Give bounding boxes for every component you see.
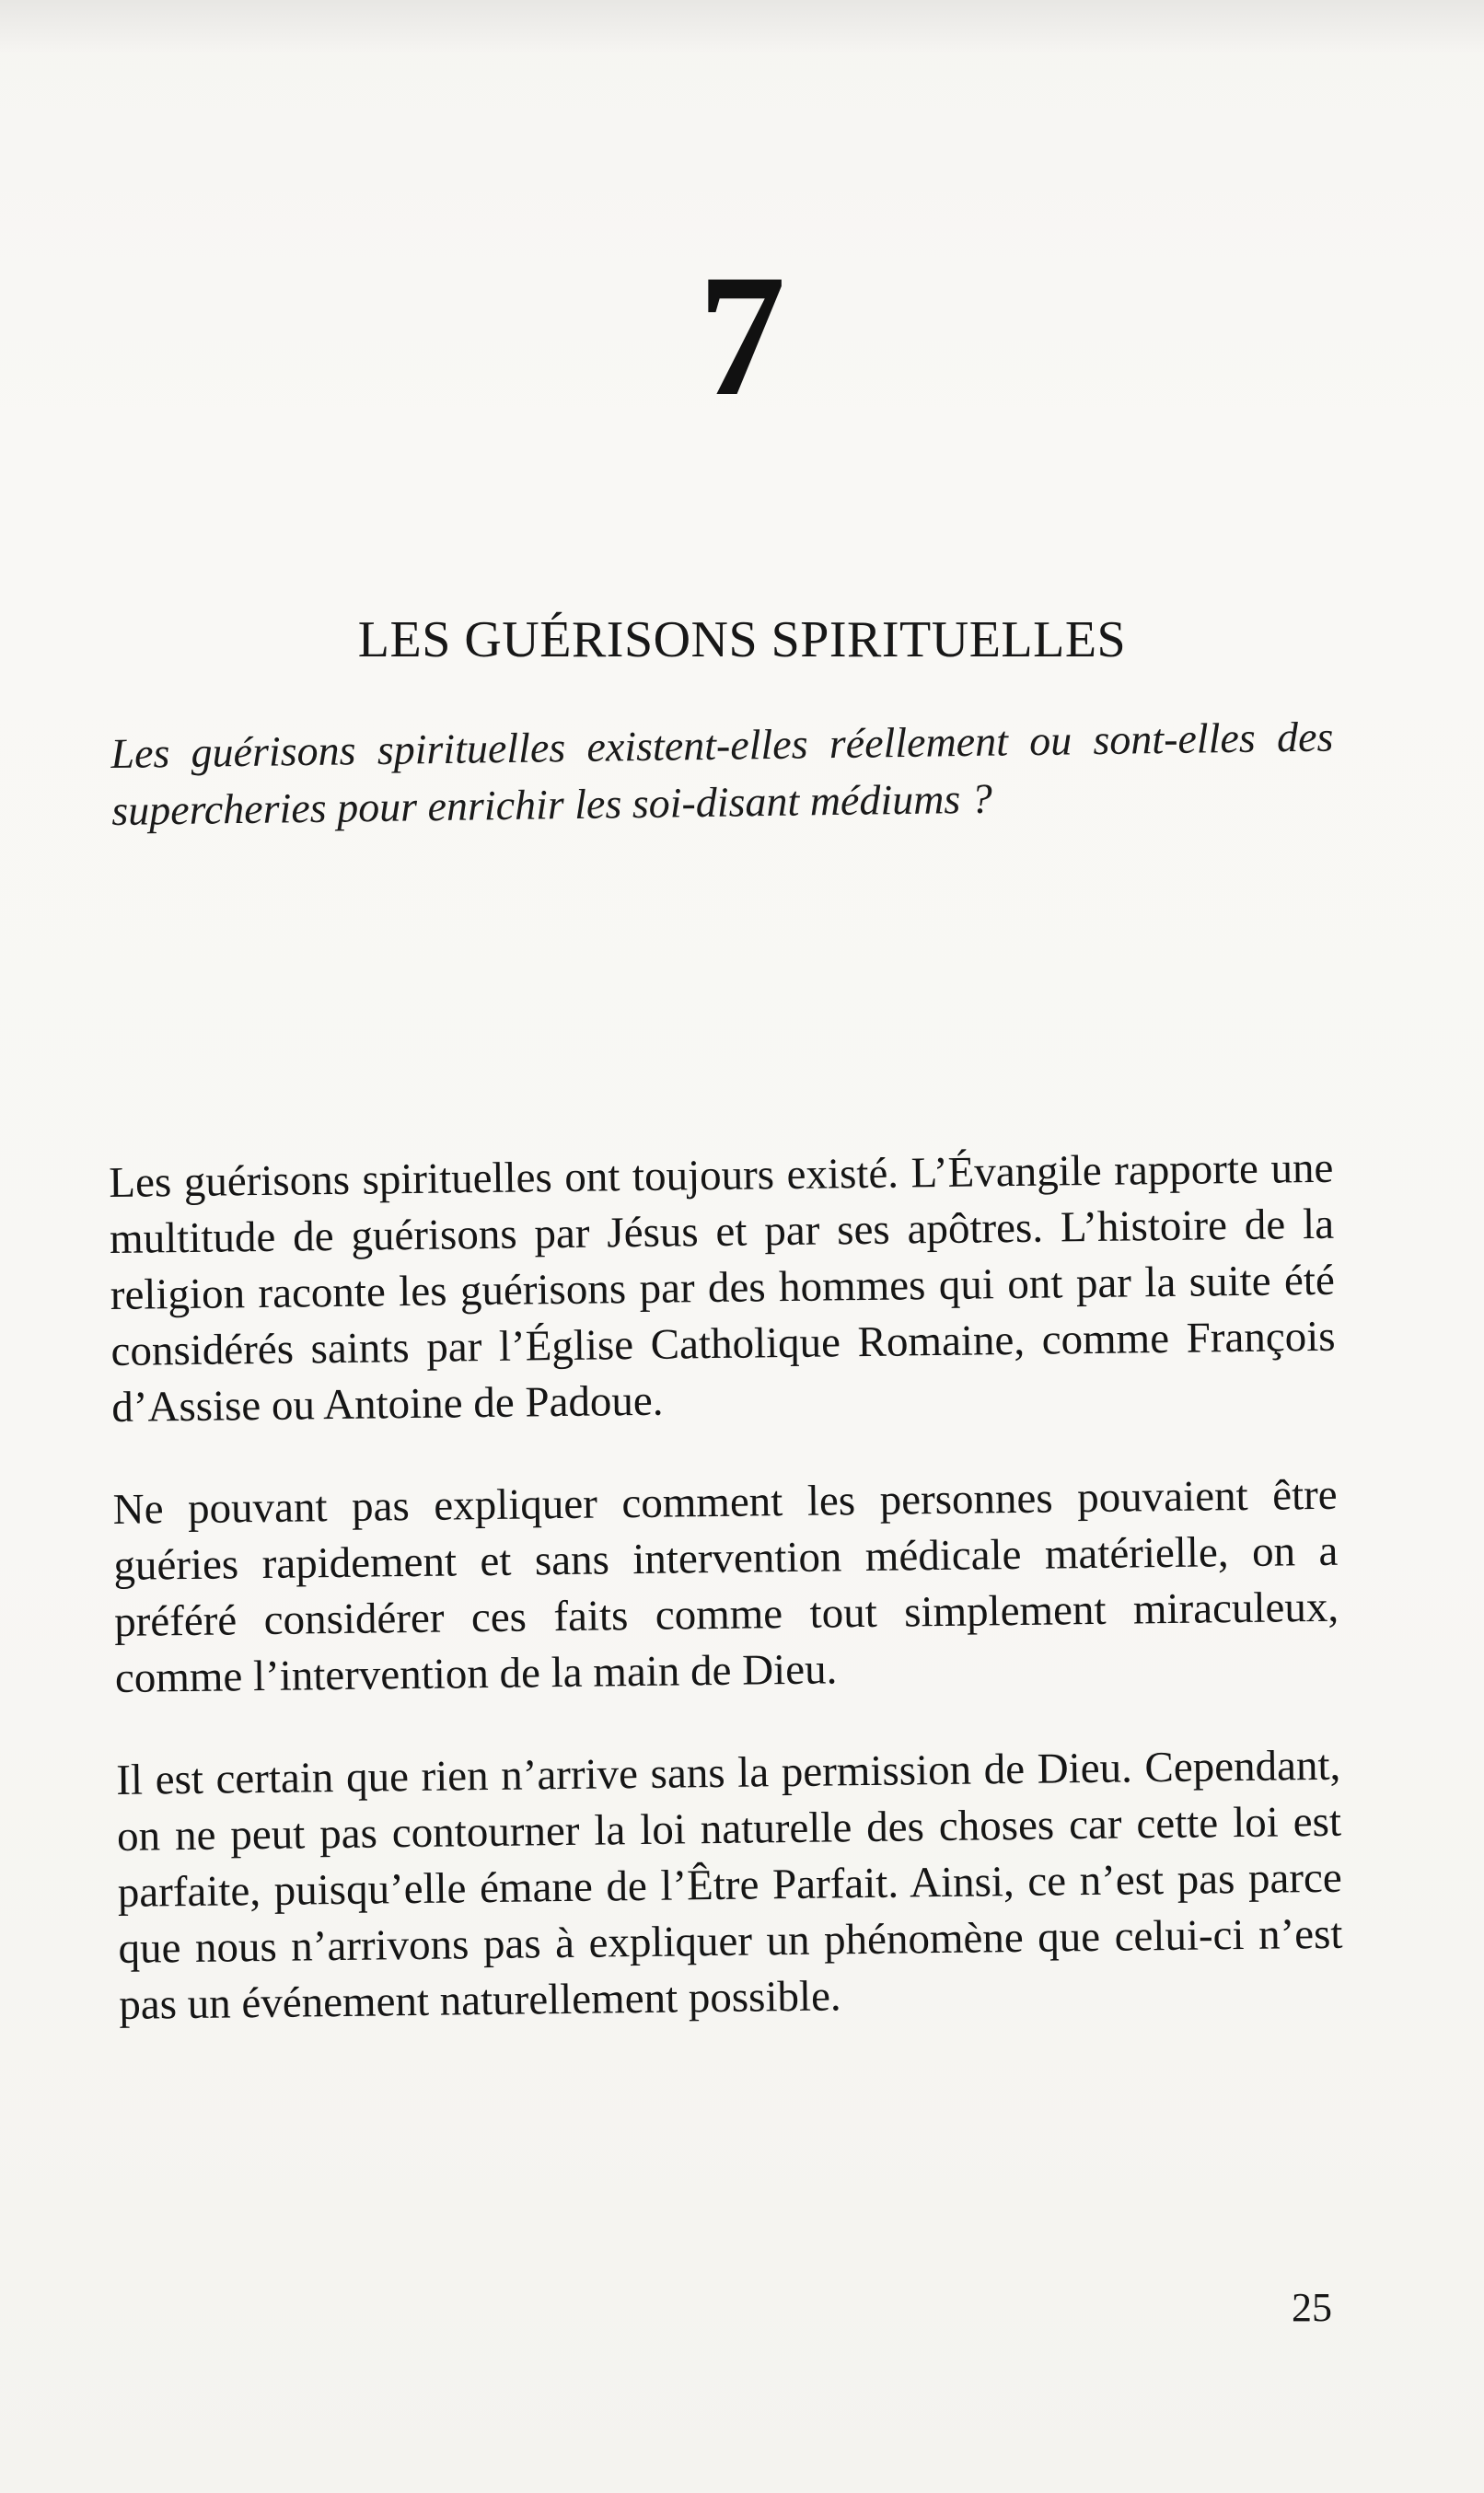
chapter-body (109, 1141, 1344, 2080)
page-top-shadow (0, 0, 1484, 55)
paragraph-1: Les guérisons spirituelles ont toujours existé. L’Évangile rapporte une multitude de guérisons par Jésus et par ses apôtres. L’histoire de la religion raconte les guérisons par des hommes qui ont par la suite été considérés saints par l’Église Catholique Romaine, comme François d’Assise ou Antoine de Padoue. (109, 1143, 1336, 1432)
paragraph-2: Ne pouvant pas expliquer comment les personnes pouvaient être guéries rapidement et sans intervention médicale matérielle, on a préféré considérer ces faits comme tout simplement miraculeux, comme l’intervention de la main de Dieu. (112, 1470, 1339, 1702)
chapter-number: 7 (698, 239, 786, 433)
chapter-title: LES GUÉRISONS SPIRITUELLES (357, 611, 1127, 668)
paragraph-3: Il est certain que rien n’arrive sans la permission de Dieu. Cependant, on ne peut pas contourner la loi naturelle des choses car cette loi est parfaite, puisqu’elle émane de l’Être Parfait. Ainsi, ce n’est pas parce que nous n’arrivons pas à expliquer un phénomène que celui-ci n’est pas un événement naturellement possible. (115, 1741, 1343, 2029)
page-number: 25 (1292, 2285, 1332, 2330)
chapter-epigraph: Les guérisons spirituelles existent-elles réellement ou sont-elles des supercheries pour enrichir les soi-disant médiums ? (110, 713, 1334, 834)
